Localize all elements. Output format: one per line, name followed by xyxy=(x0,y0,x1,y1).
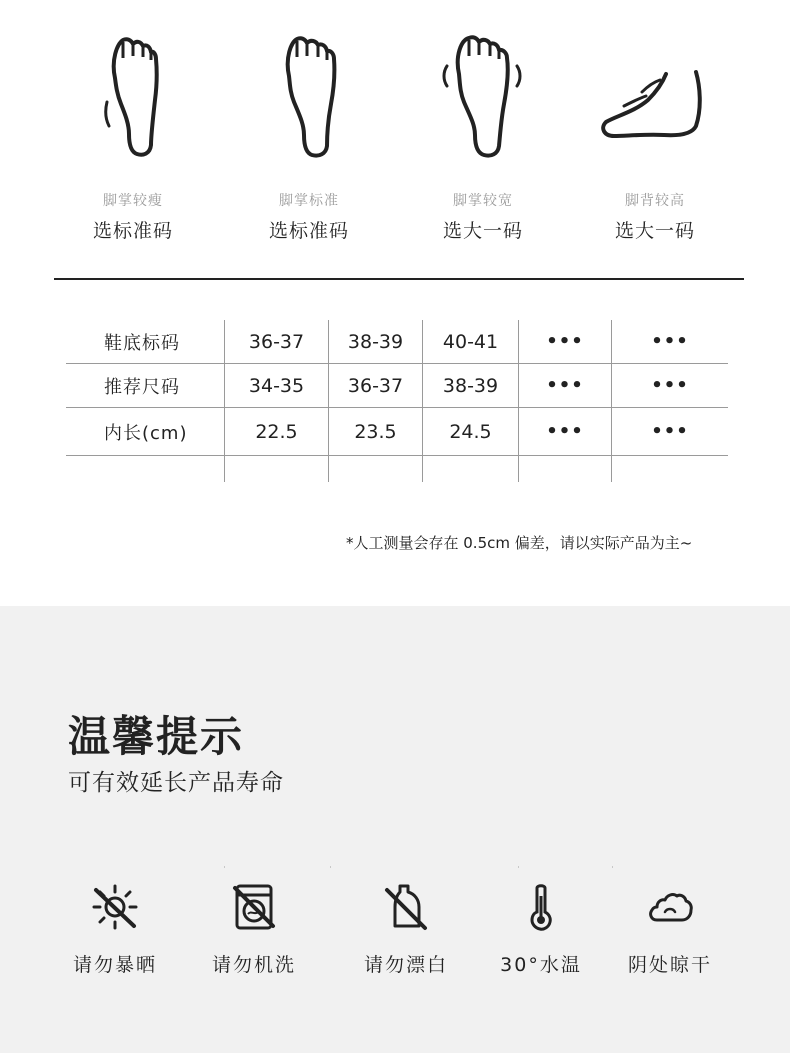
foot-guide-item-narrow xyxy=(48,30,218,243)
table-cell: ••• xyxy=(518,320,611,363)
thermometer-icon xyxy=(516,882,566,932)
foot-guide-item-wide xyxy=(398,30,568,243)
table-row-empty xyxy=(66,456,728,482)
size-advice-label: 选大一码 xyxy=(442,220,523,242)
size-advice-label: 选标准码 xyxy=(268,220,349,242)
no-bleach-icon xyxy=(381,882,431,932)
care-item-shade-dry xyxy=(624,866,716,977)
foot-guide-item-standard xyxy=(224,30,394,243)
foot-guide-item-high-instep xyxy=(570,30,740,243)
table-cell xyxy=(66,456,224,482)
table-cell: ••• xyxy=(518,408,611,455)
table-cell: ••• xyxy=(611,364,728,407)
high-instep-foot-icon xyxy=(590,30,720,160)
table-cell xyxy=(224,456,328,482)
care-label: 阴处晾干 xyxy=(627,954,712,976)
table-cell: 36-37 xyxy=(328,364,422,407)
care-item-no-machine-wash xyxy=(208,866,300,977)
table-cell: ••• xyxy=(611,320,728,363)
table-cell: 23.5 xyxy=(328,408,422,455)
table-cell: 36-37 xyxy=(224,320,328,363)
table-cell: 40-41 xyxy=(422,320,518,363)
care-item-no-sun xyxy=(70,866,160,977)
wide-foot-icon xyxy=(433,30,533,160)
table-cell xyxy=(328,456,422,482)
table-cell: 22.5 xyxy=(224,408,328,455)
separator-mark xyxy=(612,866,613,868)
care-label: 请勿暴晒 xyxy=(72,954,157,976)
table-cell xyxy=(518,456,611,482)
table-cell: ••• xyxy=(611,408,728,455)
size-table xyxy=(66,320,728,482)
row-header: 鞋底标码 xyxy=(104,332,180,354)
care-subtitle: 可有效延长产品寿命 xyxy=(68,770,284,796)
size-advice-label: 选大一码 xyxy=(614,220,695,242)
care-label: 请勿机洗 xyxy=(211,954,296,976)
foot-type-label: 脚掌较瘦 xyxy=(103,193,163,209)
table-cell: ••• xyxy=(518,364,611,407)
care-item-water-temperature xyxy=(496,866,586,977)
care-title: 温馨提示 xyxy=(68,712,245,761)
care-item-no-bleach xyxy=(358,866,454,977)
foot-guide xyxy=(0,0,790,245)
foot-type-label: 脚掌较宽 xyxy=(453,193,513,209)
measurement-note: *人工测量会存在 0.5cm 偏差，请以实际产品为主~ xyxy=(346,534,693,552)
table-cell xyxy=(422,456,518,482)
table-row xyxy=(66,408,728,456)
table-cell: 38-39 xyxy=(422,364,518,407)
no-sun-icon xyxy=(90,882,140,932)
section-divider xyxy=(54,278,744,280)
foot-type-label: 脚背较高 xyxy=(625,193,685,209)
table-row xyxy=(66,364,728,408)
separator-mark xyxy=(224,866,225,868)
care-label: 请勿漂白 xyxy=(363,954,448,976)
row-header: 内长(cm) xyxy=(104,422,188,444)
row-header: 推荐尺码 xyxy=(104,376,180,398)
table-row xyxy=(66,320,728,364)
no-machine-wash-icon xyxy=(229,882,279,932)
care-label: 30°水温 xyxy=(500,954,582,976)
standard-foot-icon xyxy=(269,30,349,160)
separator-mark xyxy=(518,866,519,868)
narrow-foot-icon xyxy=(93,30,173,160)
separator-mark xyxy=(330,866,331,868)
table-cell: 24.5 xyxy=(422,408,518,455)
care-section xyxy=(0,606,790,1053)
size-advice-label: 选标准码 xyxy=(92,220,173,242)
table-cell: 38-39 xyxy=(328,320,422,363)
table-cell: 34-35 xyxy=(224,364,328,407)
cloud-shade-dry-icon xyxy=(645,882,695,932)
table-cell xyxy=(611,456,728,482)
care-icons xyxy=(0,866,790,986)
foot-type-label: 脚掌标准 xyxy=(279,193,339,209)
